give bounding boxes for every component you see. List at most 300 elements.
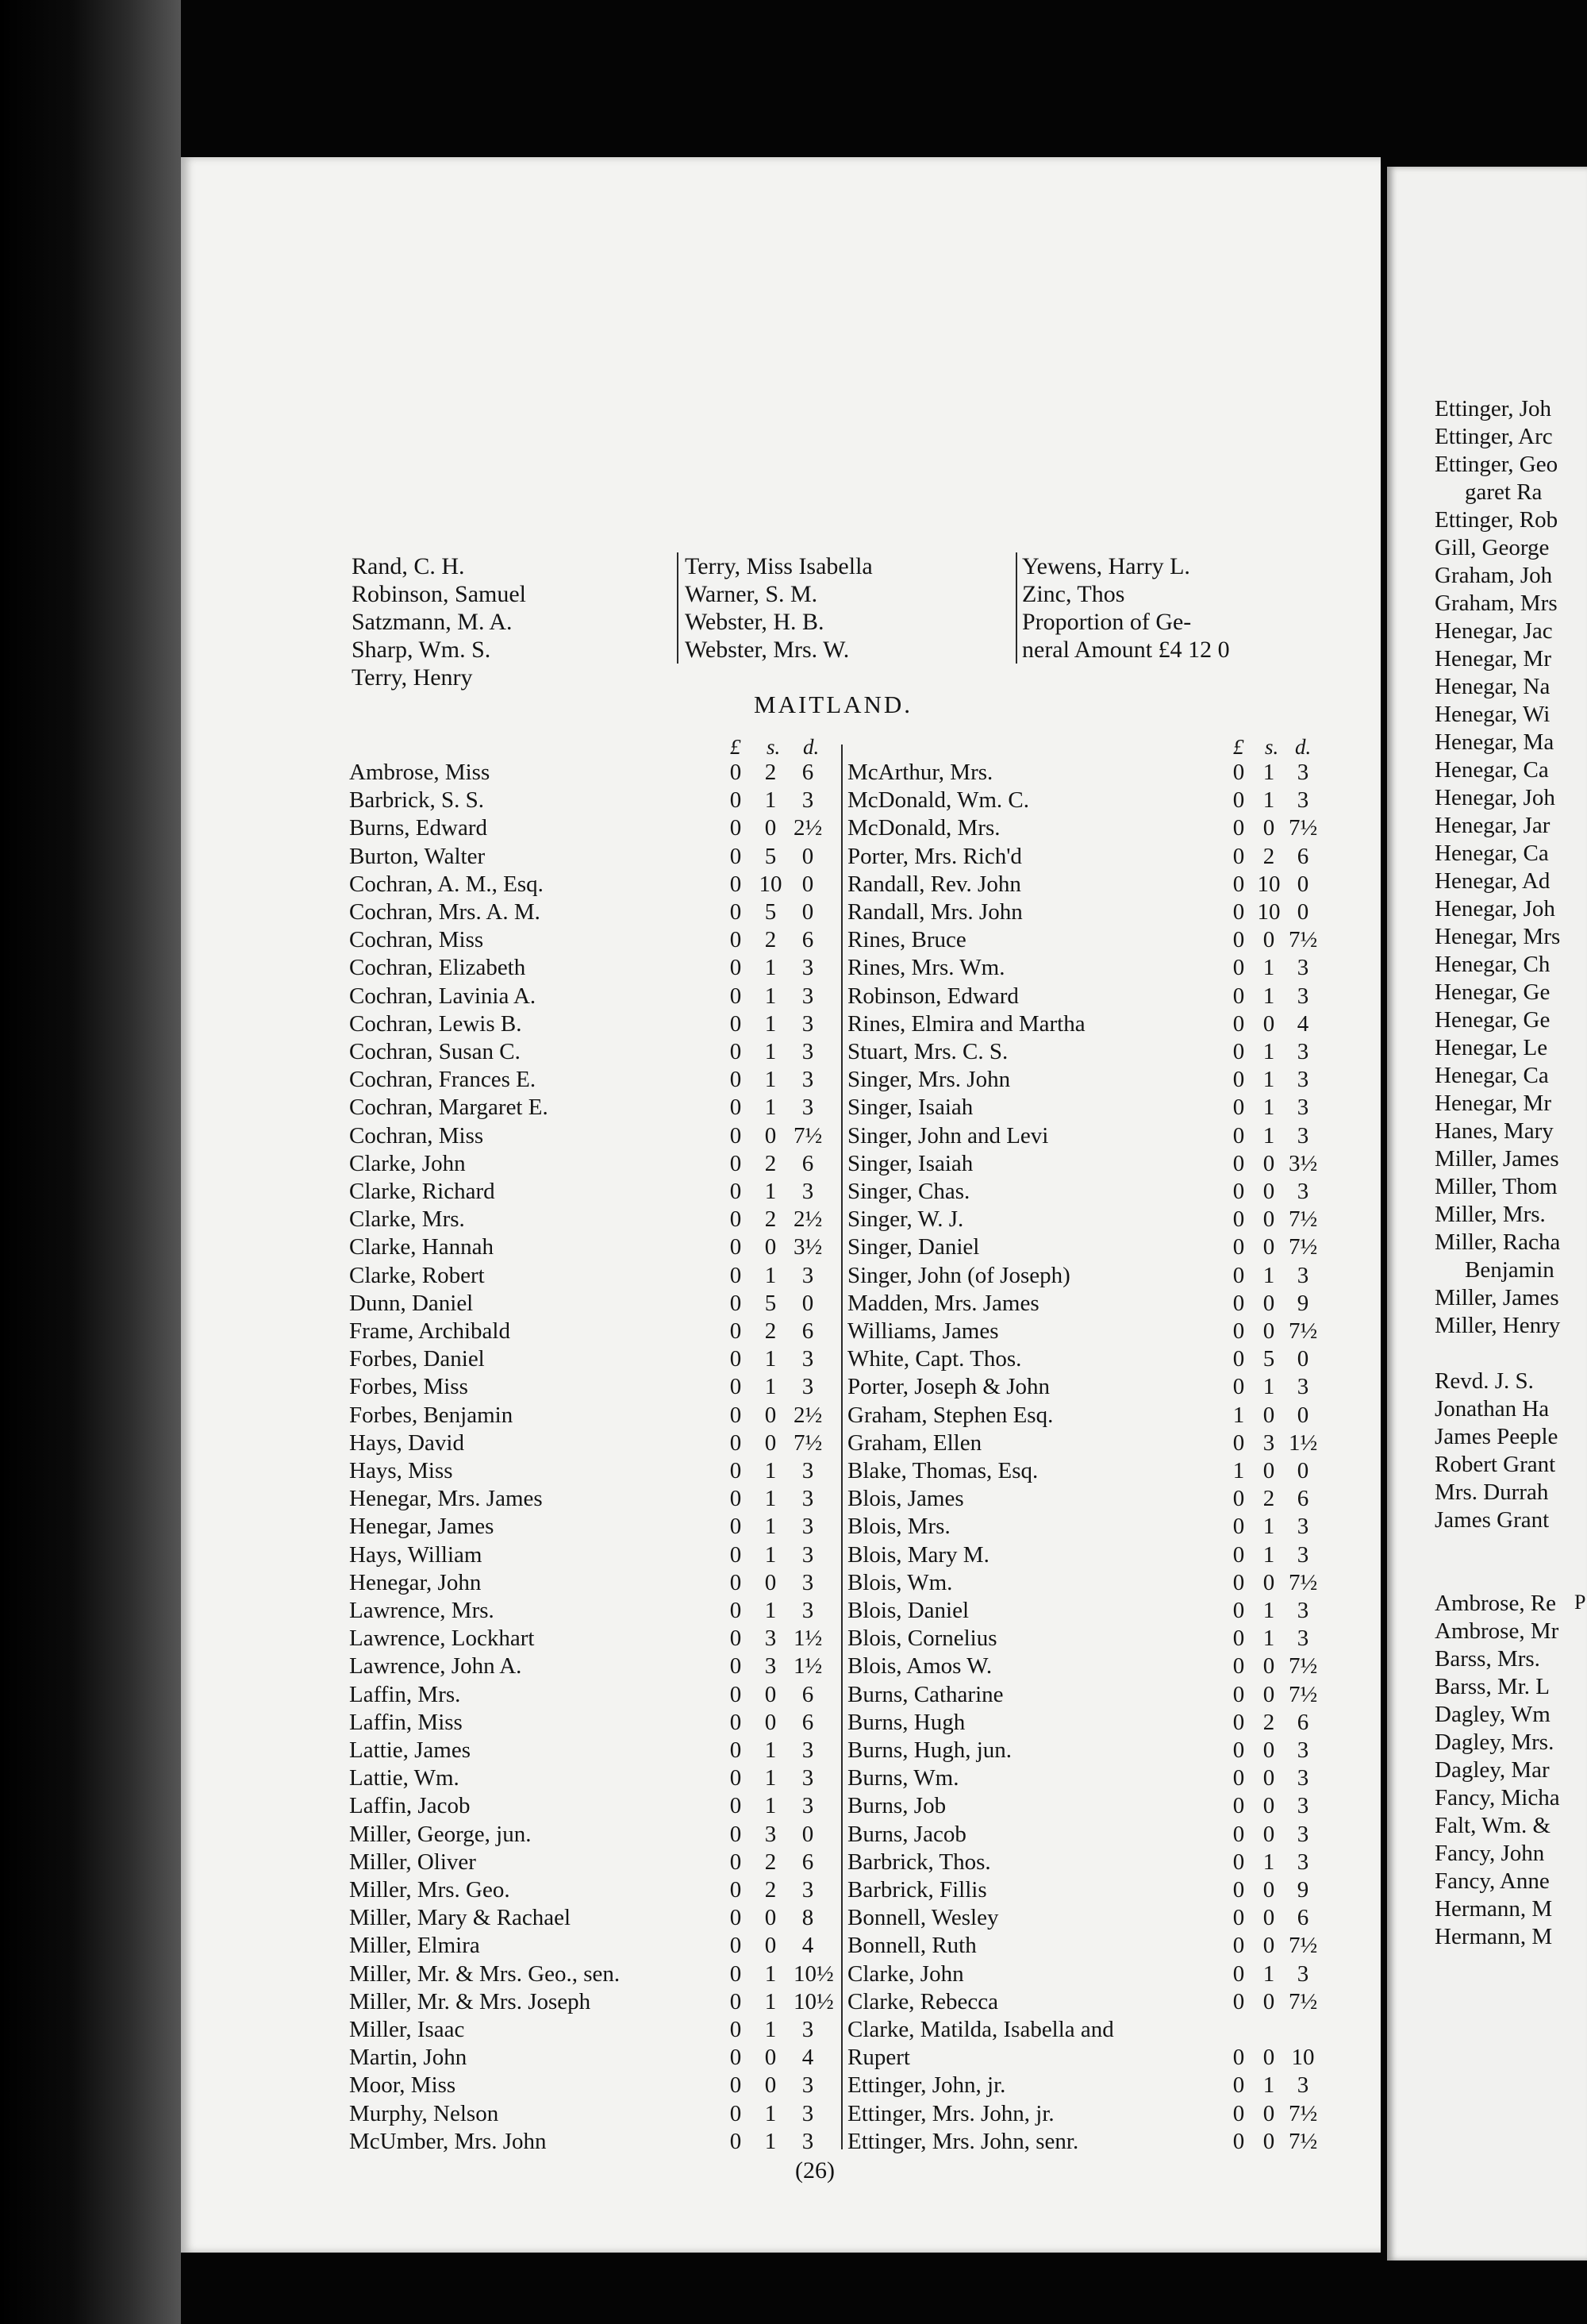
pence-value: 8 <box>801 1905 814 1931</box>
pence-value: 3 <box>1297 1374 1309 1400</box>
pence-value: 2½ <box>794 1206 823 1233</box>
subscriber-name: Lattie, James <box>349 1737 471 1763</box>
pounds-value: 0 <box>1232 2100 1245 2126</box>
shillings-value: 1 <box>764 1765 777 1791</box>
subscriber-name: Miller, Mr. & Mrs. Joseph <box>349 1988 591 2014</box>
pounds-value: 0 <box>1232 1039 1245 1064</box>
next-page-line: Revd. J. S. <box>1435 1368 1534 1394</box>
shillings-value: 1 <box>1262 2072 1275 2099</box>
shillings-value: 0 <box>764 1709 777 1735</box>
pounds-value: 0 <box>729 1626 742 1652</box>
shillings-value: 3 <box>1262 1429 1275 1456</box>
next-page-line: Henegar, Ma <box>1435 729 1554 755</box>
subscriber-name: Cochran, Susan C. <box>349 1039 521 1064</box>
subscriber-name: Lawrence, Mrs. <box>349 1598 494 1623</box>
pounds-value: 0 <box>1232 1514 1245 1540</box>
pounds-value: 0 <box>729 1765 742 1791</box>
shillings-value: 1 <box>764 1988 777 2014</box>
shillings-value: 0 <box>764 1234 777 1260</box>
pounds-value: 0 <box>1232 1598 1245 1623</box>
top-entry: Satzmann, M. A. <box>352 609 513 635</box>
pounds-value: 0 <box>729 1234 742 1260</box>
top-entry: Rand, C. H. <box>352 553 465 579</box>
next-page-line: Falt, Wm. & <box>1435 1813 1551 1838</box>
subscriber-name: Frame, Archibald <box>349 1318 510 1344</box>
shillings-value: 2 <box>764 1877 777 1903</box>
shillings-value: 0 <box>1262 1206 1275 1233</box>
next-page-line: Henegar, Le <box>1435 1035 1548 1060</box>
pounds-value: 0 <box>729 1793 742 1819</box>
pence-value: 6 <box>801 1849 814 1875</box>
shillings-value: 1 <box>1262 1122 1275 1149</box>
shillings-value: 0 <box>764 1122 777 1149</box>
subscriber-name: Burns, Hugh <box>847 1709 966 1735</box>
pence-value: 0 <box>801 843 814 869</box>
pounds-value: 0 <box>729 1039 742 1064</box>
subscriber-name: Murphy, Nelson <box>349 2100 499 2126</box>
pence-value: 0 <box>1297 1458 1309 1483</box>
pounds-value: 0 <box>1232 1793 1245 1819</box>
next-page-line: Miller, James <box>1435 1285 1559 1310</box>
pounds-value: 0 <box>1232 899 1245 925</box>
pounds-value: 0 <box>729 1067 742 1093</box>
pounds-value: 0 <box>1232 2072 1245 2099</box>
pence-value: 6 <box>801 760 814 785</box>
pence-value: 7½ <box>1289 2100 1318 2126</box>
subscriber-name: Singer, Isaiah <box>847 1150 974 1176</box>
subscriber-name: Forbes, Daniel <box>349 1346 485 1372</box>
pence-value: 7½ <box>1289 1681 1318 1707</box>
pence-value: 7½ <box>1289 1234 1318 1260</box>
subscriber-name: Blois, Mrs. <box>847 1514 951 1540</box>
scan-border-left <box>0 0 181 2324</box>
next-page-line: Ettinger, Rob <box>1435 507 1558 533</box>
pence-value: 6 <box>1297 1905 1309 1931</box>
top-entry: Robinson, Samuel <box>352 581 527 607</box>
subscriber-name: Robinson, Edward <box>847 983 1019 1009</box>
pence-value: 4 <box>801 1933 814 1959</box>
subscriber-name: White, Capt. Thos. <box>847 1346 1022 1372</box>
next-page-line: Graham, Mrs <box>1435 591 1558 616</box>
next-page-line: Henegar, Wi <box>1435 702 1550 727</box>
shillings-value: 1 <box>1262 760 1275 785</box>
pounds-value: 0 <box>729 1709 742 1735</box>
next-page-line: Miller, Mrs. <box>1435 1202 1546 1227</box>
subscriber-name: Miller, Isaac <box>349 2017 465 2042</box>
pounds-value: 0 <box>1232 1122 1245 1149</box>
top-column-3 <box>1022 552 1230 664</box>
pounds-value: 0 <box>1232 1010 1245 1037</box>
shillings-value: 10 <box>1257 871 1281 897</box>
pounds-value: 0 <box>729 1653 742 1680</box>
pounds-value: 0 <box>1232 983 1245 1009</box>
page-number: (26) <box>795 2157 835 2184</box>
pence-value: 3 <box>1297 1039 1309 1064</box>
subscriber-name: Bonnell, Ruth <box>847 1933 977 1959</box>
next-page-edge <box>1387 167 1587 2261</box>
subscriber-name: Bonnell, Wesley <box>847 1905 999 1931</box>
top-column-1 <box>352 552 526 691</box>
pounds-value: 0 <box>729 1010 742 1037</box>
pence-value: 2½ <box>794 815 823 841</box>
subscriber-name: Singer, John and Levi <box>847 1122 1049 1149</box>
shillings-value: 1 <box>1262 1960 1275 1987</box>
next-page-line: Henegar, Joh <box>1435 785 1555 810</box>
pence-value: 3 <box>1297 955 1309 981</box>
subscriber-name: Ettinger, John, jr. <box>847 2072 1006 2099</box>
pounds-header: £ <box>730 735 741 759</box>
pounds-value: 0 <box>729 2072 742 2099</box>
next-page-line: Ettinger, Arc <box>1435 424 1553 449</box>
pence-value: 3 <box>801 2072 814 2099</box>
shillings-value: 1 <box>1262 1598 1275 1623</box>
shillings-value: 0 <box>764 1402 777 1428</box>
pence-value: 3 <box>801 1737 814 1763</box>
shillings-value: 1 <box>1262 1626 1275 1652</box>
shillings-value: 1 <box>764 1010 777 1037</box>
next-page-line: Miller, Henry <box>1435 1313 1561 1338</box>
shillings-value: 1 <box>764 1486 777 1512</box>
pounds-value: 0 <box>1232 1905 1245 1931</box>
shillings-value: 1 <box>764 2128 777 2154</box>
top-column-2 <box>685 552 873 664</box>
subscriber-name: Miller, Mr. & Mrs. Geo., sen. <box>349 1960 621 1987</box>
shillings-header: s. <box>767 735 781 759</box>
subscriber-name: Clarke, John <box>847 1960 964 1987</box>
pence-value: 7½ <box>1289 1569 1318 1595</box>
subscriber-name: Rupert <box>847 2045 910 2071</box>
subscriber-name: Madden, Mrs. James <box>847 1290 1039 1316</box>
shillings-value: 0 <box>1262 2128 1275 2154</box>
pounds-value: 0 <box>729 2045 742 2071</box>
shillings-value: 0 <box>1262 1290 1275 1316</box>
shillings-value: 0 <box>1262 815 1275 841</box>
pence-value: 3 <box>1297 1541 1309 1568</box>
next-page-line: Henegar, Jac <box>1435 618 1553 644</box>
pence-value: 3 <box>801 1374 814 1400</box>
pence-value: 1½ <box>794 1653 823 1680</box>
next-page-line: Fancy, John <box>1435 1841 1545 1866</box>
pounds-value: 0 <box>729 1877 742 1903</box>
pence-value: 0 <box>1297 1402 1309 1428</box>
next-page-letter: P <box>1574 1591 1586 1614</box>
pounds-value: 0 <box>729 1179 742 1204</box>
next-page-line: Hermann, M <box>1435 1924 1553 1949</box>
subscriber-name: Martin, John <box>349 2045 467 2071</box>
pence-value: 6 <box>1297 1709 1309 1735</box>
subscriber-name: McArthur, Mrs. <box>847 760 993 785</box>
shillings-value: 0 <box>1262 1318 1275 1344</box>
subscriber-name: Ettinger, Mrs. John, senr. <box>847 2128 1079 2154</box>
shillings-value: 0 <box>1262 1234 1275 1260</box>
pence-value: 3 <box>1297 1793 1309 1819</box>
pence-value: 6 <box>801 1681 814 1707</box>
shillings-value: 0 <box>1262 1737 1275 1763</box>
pence-value: 3 <box>1297 1067 1309 1093</box>
subscriber-name: Henegar, John <box>349 1569 482 1595</box>
shillings-value: 1 <box>764 787 777 814</box>
shillings-value: 1 <box>1262 1095 1275 1121</box>
subscriber-name: Moor, Miss <box>349 2072 456 2099</box>
top-entry: Proportion of Ge- <box>1022 609 1192 635</box>
subscriber-name: Cochran, Frances E. <box>349 1067 536 1093</box>
subscriber-name: Clarke, Robert <box>349 1262 485 1288</box>
pence-value: 0 <box>1297 899 1309 925</box>
pounds-value: 0 <box>729 1569 742 1595</box>
pounds-value: 0 <box>1232 2045 1245 2071</box>
next-page-line <box>1435 1562 1560 1590</box>
next-page-line <box>1435 1534 1560 1562</box>
subscriber-name: Cochran, Elizabeth <box>349 955 526 981</box>
pounds-value: 0 <box>1232 815 1245 841</box>
pounds-value: 0 <box>1232 1960 1245 1987</box>
pounds-value: 0 <box>729 1429 742 1456</box>
pence-value: 3 <box>1297 1179 1309 1204</box>
pence-value: 3 <box>801 983 814 1009</box>
next-page-line: Graham, Joh <box>1435 563 1553 588</box>
subscriber-name: Laffin, Miss <box>349 1709 463 1735</box>
subscriber-name: Lawrence, Lockhart <box>349 1626 535 1652</box>
subscriber-name: Randall, Mrs. John <box>847 899 1023 925</box>
subscriber-name: Blois, Daniel <box>847 1598 970 1623</box>
next-page-line: Henegar, Ca <box>1435 841 1549 866</box>
subscriber-name: Cochran, A. M., Esq. <box>349 871 544 897</box>
pence-value: 3 <box>1297 983 1309 1009</box>
pounds-value: 0 <box>1232 1569 1245 1595</box>
pence-header: d. <box>803 735 820 759</box>
subscriber-name: Blake, Thomas, Esq. <box>847 1458 1039 1483</box>
pence-value: 3 <box>801 1486 814 1512</box>
subscriber-name: Graham, Stephen Esq. <box>847 1402 1054 1428</box>
pence-value: 3 <box>801 2128 814 2154</box>
pounds-value: 0 <box>1232 1318 1245 1344</box>
pence-value: 3 <box>801 1262 814 1288</box>
shillings-value: 1 <box>764 1458 777 1483</box>
pence-value: 7½ <box>1289 1206 1318 1233</box>
pounds-value: 0 <box>1232 1290 1245 1316</box>
pence-value: 6 <box>1297 843 1309 869</box>
pence-value: 3 <box>801 1039 814 1064</box>
pounds-value: 0 <box>729 2100 742 2126</box>
pence-value: 3 <box>801 1877 814 1903</box>
pence-value: 0 <box>801 1290 814 1316</box>
pence-value: 7½ <box>1289 815 1318 841</box>
pounds-value: 0 <box>1232 1709 1245 1735</box>
next-page-line: Dagley, Mrs. <box>1435 1730 1554 1755</box>
pence-value: 3 <box>1297 760 1309 785</box>
shillings-value: 1 <box>1262 1541 1275 1568</box>
shillings-value: 1 <box>1262 955 1275 981</box>
subscriber-name: McDonald, Mrs. <box>847 815 1001 841</box>
shillings-value: 1 <box>764 1960 777 1987</box>
next-page-line: Miller, James <box>1435 1146 1559 1172</box>
shillings-value: 1 <box>764 1179 777 1204</box>
pounds-header: £ <box>1233 735 1244 759</box>
shillings-value: 0 <box>764 1933 777 1959</box>
pounds-value: 0 <box>1232 1234 1245 1260</box>
next-page-line: James Peeple <box>1435 1424 1558 1449</box>
shillings-value: 1 <box>764 1737 777 1763</box>
next-page-fragments <box>1435 395 1560 1951</box>
pence-value: 7½ <box>1289 2128 1318 2154</box>
subscriber-name: Lawrence, John A. <box>349 1653 522 1680</box>
column-rule <box>1016 552 1017 664</box>
pounds-value: 0 <box>1232 2128 1245 2154</box>
shillings-value: 1 <box>764 983 777 1009</box>
top-entry: Yewens, Harry L. <box>1022 553 1190 579</box>
shillings-value: 1 <box>1262 1514 1275 1540</box>
pence-value: 2½ <box>794 1402 823 1428</box>
pounds-value: 0 <box>1232 1681 1245 1707</box>
pence-value: 3 <box>801 1541 814 1568</box>
next-page-line: Mrs. Durrah <box>1435 1479 1549 1505</box>
subscriber-name: Cochran, Miss <box>349 927 484 953</box>
pence-header: d. <box>1295 735 1312 759</box>
top-entry: Sharp, Wm. S. <box>352 637 491 663</box>
subscriber-name: Forbes, Miss <box>349 1374 468 1400</box>
pounds-value: 0 <box>729 1598 742 1623</box>
pounds-value: 0 <box>729 871 742 897</box>
next-page-line: Miller, Thom <box>1435 1174 1558 1199</box>
pounds-value: 0 <box>729 760 742 785</box>
ledger-page <box>181 157 1381 2253</box>
shillings-value: 2 <box>764 1318 777 1344</box>
pence-value: 6 <box>801 1150 814 1176</box>
shillings-value: 1 <box>764 1262 777 1288</box>
pounds-value: 0 <box>1232 1626 1245 1652</box>
subscriber-name: Williams, James <box>847 1318 999 1344</box>
next-page-line: Gill, George <box>1435 535 1550 560</box>
subscriber-name: Barbrick, S. S. <box>349 787 484 814</box>
pence-value: 3 <box>801 1346 814 1372</box>
next-page-line: Ettinger, Geo <box>1435 452 1558 477</box>
pounds-value: 0 <box>1232 1150 1245 1176</box>
subscriber-name: Lattie, Wm. <box>349 1765 459 1791</box>
pounds-value: 0 <box>1232 1653 1245 1680</box>
pounds-value: 0 <box>729 1206 742 1233</box>
pounds-value: 0 <box>729 1262 742 1288</box>
next-page-line: Hanes, Mary <box>1435 1118 1554 1144</box>
pence-value: 1½ <box>794 1626 823 1652</box>
subscriber-name: McUmber, Mrs. John <box>349 2128 547 2154</box>
pounds-value: 0 <box>729 843 742 869</box>
shillings-value: 0 <box>1262 1402 1275 1428</box>
next-page-line: Hermann, M <box>1435 1896 1553 1922</box>
pence-value: 3 <box>801 1067 814 1093</box>
pence-value: 3 <box>1297 1821 1309 1847</box>
shillings-value: 5 <box>764 1290 777 1316</box>
pence-value: 6 <box>1297 1486 1309 1512</box>
pence-value: 6 <box>801 927 814 953</box>
pounds-value: 1 <box>1232 1402 1245 1428</box>
shillings-value: 1 <box>1262 1849 1275 1875</box>
next-page-line: Henegar, Na <box>1435 674 1550 699</box>
subscriber-name: Singer, Daniel <box>847 1234 980 1260</box>
shillings-value: 0 <box>1262 1653 1275 1680</box>
pounds-value: 0 <box>1232 787 1245 814</box>
subscriber-name: Singer, Isaiah <box>847 1095 974 1121</box>
subscriber-name: Cochran, Lavinia A. <box>349 983 536 1009</box>
subscriber-name: Blois, James <box>847 1486 964 1512</box>
next-page-line: Miller, Racha <box>1435 1229 1561 1255</box>
center-column-rule <box>841 745 843 2149</box>
pounds-value: 0 <box>729 955 742 981</box>
shillings-value: 0 <box>1262 1988 1275 2014</box>
pence-value: 0 <box>1297 871 1309 897</box>
subscriber-name: Clarke, Hannah <box>349 1234 494 1260</box>
next-page-line: Ettinger, Joh <box>1435 396 1552 421</box>
subscriber-name: Clarke, Matilda, Isabella and <box>847 2017 1114 2042</box>
pounds-value: 0 <box>729 1737 742 1763</box>
next-page-line: Henegar, Mrs <box>1435 924 1561 949</box>
top-entry: Zinc, Thos <box>1022 581 1125 607</box>
pounds-value: 0 <box>729 1374 742 1400</box>
pence-value: 3 <box>801 1458 814 1483</box>
next-page-line: Dagley, Mar <box>1435 1757 1550 1783</box>
shillings-value: 5 <box>1262 1346 1275 1372</box>
pounds-value: 0 <box>729 1541 742 1568</box>
shillings-value: 0 <box>1262 1150 1275 1176</box>
pounds-value: 0 <box>729 1988 742 2014</box>
next-page-line: Henegar, Jar <box>1435 813 1550 838</box>
subscriber-name: Miller, George, jun. <box>349 1821 532 1847</box>
subscriber-name: Blois, Cornelius <box>847 1626 997 1652</box>
pounds-value: 0 <box>1232 1849 1245 1875</box>
pounds-value: 0 <box>729 1402 742 1428</box>
pence-value: 9 <box>1297 1877 1309 1903</box>
shillings-value: 1 <box>1262 787 1275 814</box>
pounds-value: 0 <box>1232 955 1245 981</box>
shillings-value: 10 <box>1257 899 1281 925</box>
section-title: MAITLAND. <box>754 691 913 718</box>
shillings-value: 2 <box>764 927 777 953</box>
pence-value: 3 <box>801 787 814 814</box>
pounds-value: 0 <box>1232 1988 1245 2014</box>
pence-value: 4 <box>1297 1010 1309 1037</box>
pounds-value: 0 <box>729 2017 742 2042</box>
pence-value: 10½ <box>794 1960 834 1987</box>
pounds-value: 0 <box>729 1905 742 1931</box>
shillings-value: 2 <box>764 1849 777 1875</box>
top-entry: Webster, Mrs. W. <box>685 637 850 663</box>
pounds-value: 0 <box>1232 1765 1245 1791</box>
next-page-line: Barss, Mr. L <box>1435 1674 1550 1699</box>
pence-value: 3 <box>1297 1122 1309 1149</box>
shillings-value: 1 <box>764 2017 777 2042</box>
shillings-value: 10 <box>759 871 782 897</box>
pounds-value: 0 <box>1232 927 1245 953</box>
subscriber-name: Stuart, Mrs. C. S. <box>847 1039 1009 1064</box>
subscriber-name: Porter, Joseph & John <box>847 1374 1050 1400</box>
shillings-value: 1 <box>764 955 777 981</box>
pounds-value: 0 <box>729 1318 742 1344</box>
top-entry: neral Amount £4 12 0 <box>1022 637 1230 663</box>
pounds-value: 0 <box>1232 1179 1245 1204</box>
shillings-value: 1 <box>1262 1067 1275 1093</box>
subscriber-name: Miller, Elmira <box>349 1933 480 1959</box>
shillings-value: 0 <box>1262 1793 1275 1819</box>
subscriber-name: Singer, Mrs. John <box>847 1067 1011 1093</box>
pence-value: 3 <box>801 955 814 981</box>
subscriber-name: Barbrick, Thos. <box>847 1849 991 1875</box>
pounds-value: 0 <box>1232 1933 1245 1959</box>
next-page-line: Dagley, Wm <box>1435 1702 1550 1727</box>
subscriber-name: Burns, Catharine <box>847 1681 1004 1707</box>
pounds-value: 0 <box>729 787 742 814</box>
next-page-line: Ambrose, Re <box>1435 1591 1557 1616</box>
next-page-line: Ambrose, Mr <box>1435 1618 1559 1644</box>
pounds-value: 0 <box>1232 1737 1245 1763</box>
